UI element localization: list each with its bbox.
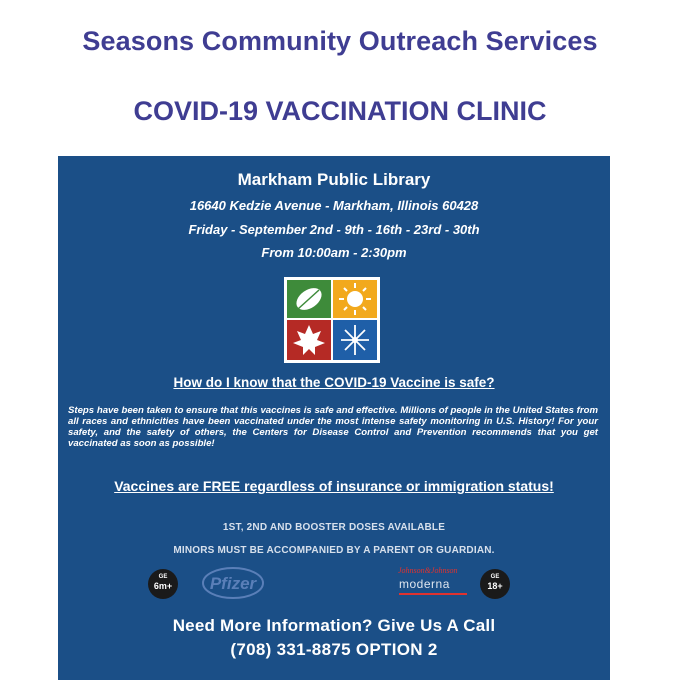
safety-question: How do I know that the COVID-19 Vaccine is safe? — [173, 375, 495, 390]
safety-text: Steps have been taken to ensure that this vaccines is safe and effective. Millions of people in the United States from all races and ethnicities have been vaccinated under the most intense safety monitoring in U.S. History! For your safety, and the safety of others, the Centers for Disease Control and Prevention recommends that you get vaccinated as soon as possible! — [68, 405, 598, 449]
clinic-hours: From 10:00am - 2:30pm — [261, 245, 407, 260]
venue-name: Markham Public Library — [237, 170, 431, 189]
phone-number[interactable]: (708) 331-8875 OPTION 2 — [230, 640, 438, 659]
clinic-dates: Friday - September 2nd - 9th - 16th - 23rd - 30th — [188, 222, 480, 237]
four-seasons-logo-icon — [284, 277, 380, 363]
doses-notice: 1ST, 2ND AND BOOSTER DOSES AVAILABLE — [222, 522, 446, 533]
moderna-logo-label: moderna — [399, 577, 450, 591]
badge-ge-label: GE — [490, 574, 500, 580]
badge-age-label: 6m+ — [153, 581, 173, 591]
age-badge-6m — [148, 569, 178, 599]
moderna-underline — [399, 593, 467, 595]
info-panel — [58, 156, 610, 680]
pfizer-label: Pfizer — [209, 574, 257, 593]
org-title: Seasons Community Outreach Services — [82, 26, 598, 56]
clinic-title: COVID-19 VACCINATION CLINIC — [133, 96, 547, 126]
badge-ge-label: GE — [158, 574, 168, 580]
free-notice: Vaccines are FREE regardless of insurance or immigration status! — [114, 478, 554, 494]
call-to-action: Need More Information? Give Us A Call — [172, 616, 496, 635]
pfizer-logo-icon — [201, 566, 265, 600]
badge-age-label: 18+ — [487, 581, 503, 591]
venue-address: 16640 Kedzie Avenue - Markham, Illinois 60428 — [189, 198, 479, 213]
jj-logo-label: Johnson&Johnson — [398, 566, 458, 575]
minors-notice: MINORS MUST BE ACCOMPANIED BY A PARENT OR GUARDIAN. — [173, 545, 495, 556]
age-badge-18 — [480, 569, 510, 599]
